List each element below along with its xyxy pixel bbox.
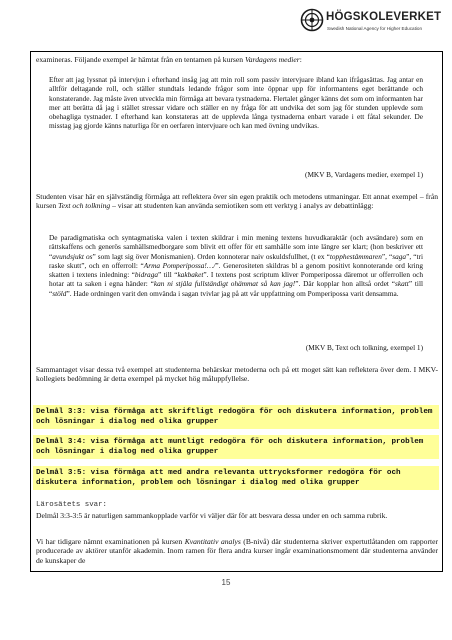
course-name: Vardagens medier	[244, 55, 300, 64]
paragraph-4: Vi har tidigare nämnt examinationen på kursen Kvantitativ analys (B-nivå) där studenterna skriver expertutlåtanden om rapporter producerade av aktörer utanför akademin. Inom ramen för flera andra kurser ingår examinationsmoment där studenterna använder de kunskaper de	[36, 537, 438, 565]
content-frame	[30, 51, 443, 572]
paragraph-2: Studenten visar här en självständig förmåga att reflektera över sin egen praktik och metodens utmaningar. Ett annat exempel – från kursen Text och tolkning – visar att studenten kan använda semiotiken som ett verktyg i analys av debattinlägg:	[36, 192, 438, 211]
course-name: Text och tolkning	[58, 201, 111, 211]
page-number: 15	[221, 578, 231, 587]
logo	[300, 6, 450, 38]
logo-subtitle: Swedish National Agency for Higher Education	[327, 26, 422, 31]
quote-block-2: De paradigmatiska och syntagmatiska valen i texten skildrar i min mening textens huvudkaraktär (och avsändare) som en rättskaffens och generös samhällsmedborgare som blivit ett offer för ett samhälle som inte längre ser klart; (hon beskriver ett “avundsjukt os” som lagt sig över Monismanien). Orden konnoterar naiv oskuldsfullhet, (t ex “topphestämmaren”, “saga”, “tri raske skutt”, och en offerroll: “Arma Pomperipossa!…/”. Generositeten skildras bl a genom positivt konnoterande ord kring skatten i textens inledning: “bidraga” till “kakbaket”. I textens post scriptum kliver Pomperipossa däremot ur offerrollen och hotar att ta saken i egna händer: “kan ni stjäla fullständigt ohämmat så kan jag!”. Där kopplar hon alltså ordet “skatt” till “stöld”. Hade ordningen varit den omvända i sagan tvivlar jag på att vår uppfattning om Pomperipossa varit densamma.	[49, 233, 424, 298]
paragraph-3: Sammantaget visar dessa två exempel att studenterna behärskar metoderna och på ett moget sätt kan reflektera över dem. I MKV-kollegiets bedömning är detta exempel på mycket hög måluppfyllelse.	[36, 365, 438, 384]
intro-paragraph: examineras. Följande exempel är hämtat från en tentamen på kursen Vardagens medier:	[36, 55, 302, 64]
quote-block-1: Efter att jag lyssnat på intervjun i efterhand insåg jag att min roll som passiv intervjuare ibland kan ifrågasättas. Jag antar en alltför deltagande roll, och ställer stundtals ledande frågor som inte öppnar upp för informantens eget berättande och konstaterande. Jag måste även utveckla min förmåga att bevara tystnaderna. Flertalet gånger känns det som om informanten har mer att berätta då jag i stället stressar vidare och ställer en ny fråga för att undvika det som jag för stunden upplevde som obehagliga tystnader. I efterhand kan konstateras att de upplevda långa tystnaderna enbart varade i ett fåtal sekunder. De misstag jag gjorde känns naturliga för en oerfaren intervjuare och kan med övning undvikas.	[49, 75, 423, 131]
course-name: Kvantitativ analys	[184, 537, 241, 546]
goal-3-3: Delmål 3:3: visa förmåga att skriftligt redogöra för och diskutera information, problem och lösningar i dialog med olika grupper	[33, 405, 439, 429]
answer-text: Delmål 3:3-3:5 är naturligen sammankopplade varför vi väljer där för att besvara dessa under en och samma rubrik.	[36, 511, 388, 520]
goal-3-5: Delmål 3:5: visa förmåga att med andra relevanta uttrycksformer redogöra för och diskutera information, problem och lösningar i dialog med olika grupper	[33, 466, 439, 490]
logo-mark-icon	[300, 8, 324, 32]
logo-name: HÖGSKOLEVERKET	[326, 11, 442, 23]
answer-label: Lärosätets svar:	[36, 501, 107, 509]
goal-3-4: Delmål 3:4: visa förmåga att muntligt redogöra för och diskutera information, problem och lösningar i dialog med olika grupper	[33, 435, 439, 459]
citation-2: (MKV B, Text och tolkning, exempel 1)	[305, 343, 423, 352]
citation-1: (MKV B, Vardagens medier, exempel 1)	[305, 170, 423, 179]
